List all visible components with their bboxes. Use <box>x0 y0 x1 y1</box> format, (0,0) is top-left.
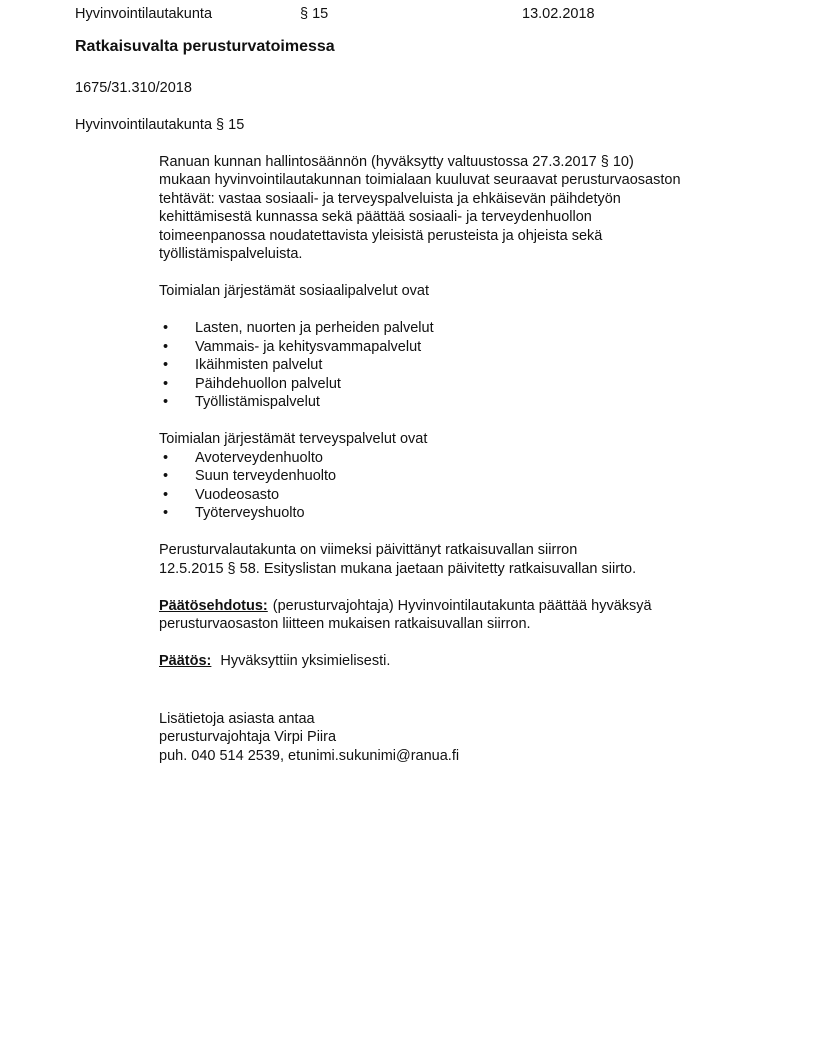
header-section-number: § 15 <box>300 6 329 22</box>
bullet-icon: • <box>163 468 169 484</box>
intro-paragraph <box>159 153 769 264</box>
social-services-list <box>159 319 769 412</box>
list-item <box>159 486 769 505</box>
intro-line: työllistämispalveluista. <box>159 246 303 262</box>
contact-line: puh. 040 514 2539, etunimi.sukunimi@ranua.fi <box>159 747 460 764</box>
list-item-label: Vammais- ja kehitysvammapalvelut <box>195 338 422 355</box>
committee-section-heading: Hyvinvointilautakunta § 15 <box>75 116 245 133</box>
list-item <box>159 356 769 375</box>
contact-line: perusturvajohtaja Virpi Piira <box>159 729 337 745</box>
list-item <box>159 319 769 338</box>
bullet-icon: • <box>163 357 169 373</box>
list-item <box>159 467 769 486</box>
intro-line: Ranuan kunnan hallintosäännön (hyväksytty valtuustossa 27.3.2017 § 10) <box>159 153 634 170</box>
bullet-icon: • <box>163 394 169 410</box>
list-item-label: Ikäihmisten palvelut <box>195 357 323 373</box>
proposal-text-line2: perusturvaosaston liitteen mukaisen ratkaisuvallan siirron. <box>159 616 531 632</box>
intro-line: kehittämisestä kunnassa sekä päättää sosiaali- ja terveydenhuollon <box>159 209 592 225</box>
bullet-icon: • <box>163 320 169 336</box>
list-item-label: Lasten, nuorten ja perheiden palvelut <box>195 320 434 336</box>
list-item <box>159 375 769 394</box>
proposal-paragraph <box>159 597 769 634</box>
header-committee-name: Hyvinvointilautakunta <box>75 6 213 22</box>
list-item-label: Työllistämispalvelut <box>195 394 320 410</box>
document-title: Ratkaisuvalta perusturvatoimessa <box>75 37 335 55</box>
health-services-list <box>159 449 769 523</box>
list-item-label: Vuodeosasto <box>195 486 280 503</box>
update-note-line: 12.5.2015 § 58. Esityslistan mukana jaetaan päivitetty ratkaisuvallan siirto. <box>159 560 637 577</box>
social-services-heading: Toimialan järjestämät sosiaalipalvelut ovat <box>159 283 429 299</box>
case-number: 1675/31.310/2018 <box>75 79 192 96</box>
proposal-label: Päätösehdotus: <box>159 597 268 614</box>
decision-text: Hyväksyttiin yksimielisesti. <box>220 653 391 669</box>
list-item-label: Avoterveydenhuolto <box>195 449 323 466</box>
list-item <box>159 504 769 523</box>
bullet-icon: • <box>163 505 169 521</box>
proposal-text-line1: (perusturvajohtaja) Hyvinvointilautakunta päättää hyväksyä <box>272 597 652 614</box>
intro-line: mukaan hyvinvointilautakunnan toimialaan kuuluvat seuraavat perusturvaosaston <box>159 172 681 188</box>
bullet-icon: • <box>163 338 169 355</box>
document-body <box>159 153 769 766</box>
list-item <box>159 338 769 357</box>
update-note-line: Perusturvalautakunta on viimeksi päivittänyt ratkaisuvallan siirron <box>159 542 578 558</box>
health-services-heading: Toimialan järjestämät terveyspalvelut ovat <box>159 431 428 447</box>
intro-line: toimeenpanossa noudatettavista yleisistä perusteista ja ohjeista sekä <box>159 227 603 244</box>
decision-label: Päätös: <box>159 653 212 669</box>
bullet-icon: • <box>163 375 169 392</box>
decision-paragraph <box>159 652 769 671</box>
bullet-icon: • <box>163 486 169 503</box>
contact-line: Lisätietoja asiasta antaa <box>159 710 315 727</box>
header-meeting-date: 13.02.2018 <box>522 6 595 22</box>
list-item-label: Suun terveydenhuolto <box>195 468 337 484</box>
list-item <box>159 393 769 412</box>
list-item-label: Päihdehuollon palvelut <box>195 375 341 392</box>
list-item <box>159 449 769 468</box>
update-note-paragraph <box>159 541 769 578</box>
bullet-icon: • <box>163 449 169 466</box>
contact-info <box>159 710 769 766</box>
page-header <box>75 5 816 24</box>
list-item-label: Työterveyshuolto <box>195 505 305 521</box>
intro-line: tehtävät: vastaa sosiaali- ja terveyspalveluista ja ehkäisevän päihdetyön <box>159 190 621 207</box>
